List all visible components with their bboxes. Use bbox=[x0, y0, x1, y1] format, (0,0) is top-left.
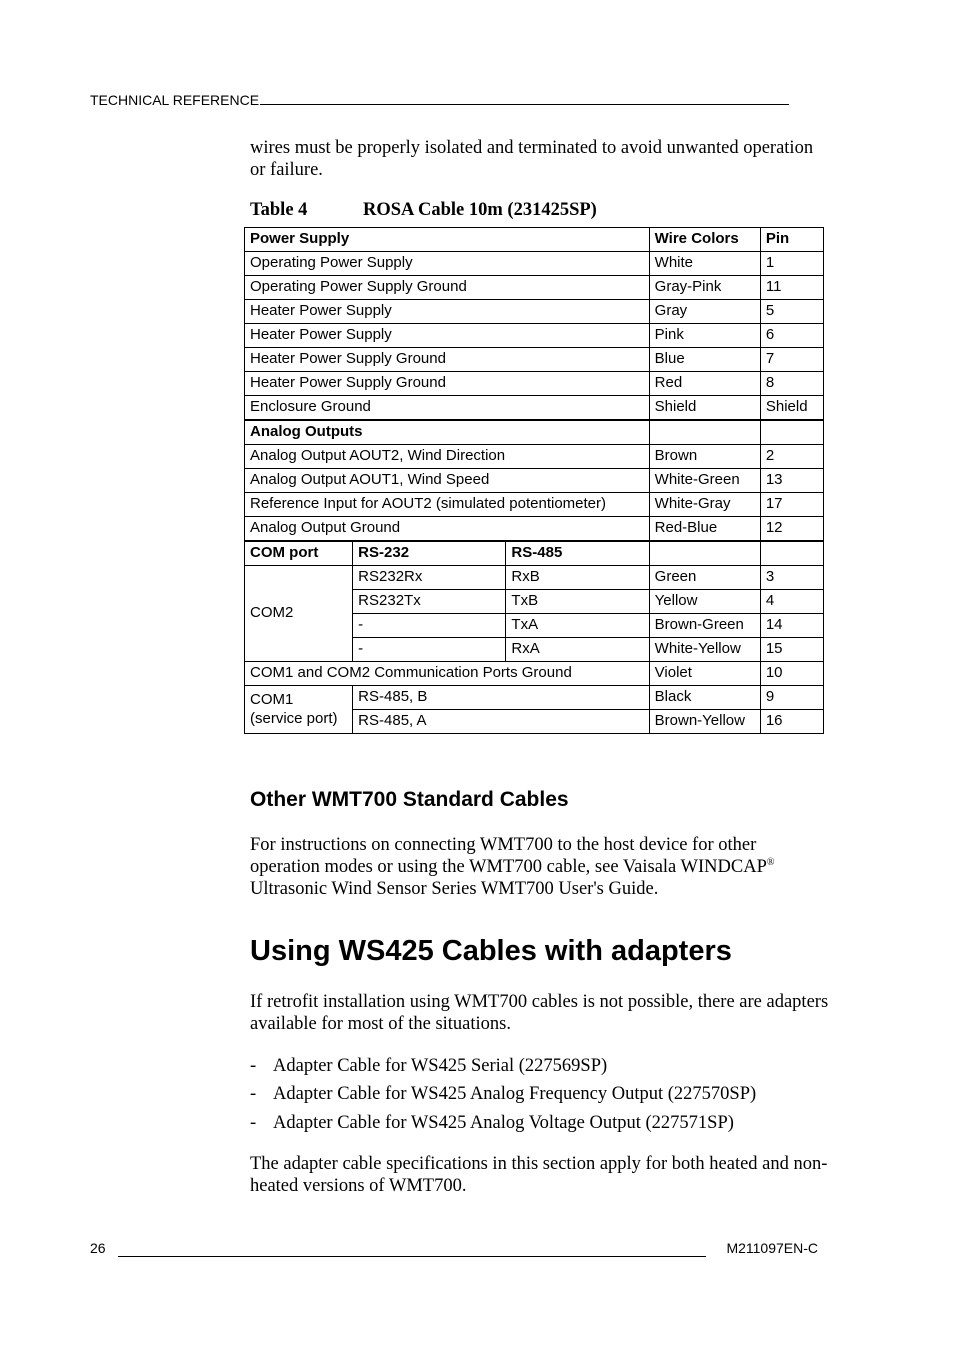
table-cell: - bbox=[353, 614, 506, 638]
table-cell: Heater Power Supply Ground bbox=[245, 348, 650, 372]
table-cell: Enclosure Ground bbox=[245, 396, 650, 421]
table-header-cell: RS-232 bbox=[353, 541, 506, 566]
table-row bbox=[245, 420, 824, 445]
cable-pinout-table bbox=[244, 227, 824, 734]
table-header-cell: RS-485 bbox=[506, 541, 649, 566]
table-cell: - bbox=[353, 638, 506, 662]
table-cell: 7 bbox=[760, 348, 823, 372]
table-cell: Gray bbox=[649, 300, 760, 324]
table-caption-title: ROSA Cable 10m (231425SP) bbox=[363, 200, 597, 220]
table-row bbox=[245, 228, 824, 252]
table-cell bbox=[760, 420, 823, 445]
com1-label-line: (service port) bbox=[250, 709, 338, 727]
table-header-cell: Wire Colors bbox=[649, 228, 760, 252]
section-heading-other-cables: Other WMT700 Standard Cables bbox=[250, 788, 569, 811]
table-row bbox=[245, 686, 824, 710]
header-rule bbox=[260, 90, 789, 105]
table-cell: 9 bbox=[760, 686, 823, 710]
com2-label-cell: COM2 bbox=[245, 566, 353, 662]
table-cell: 13 bbox=[760, 469, 823, 493]
table-cell: Gray-Pink bbox=[649, 276, 760, 300]
table-row bbox=[245, 469, 824, 493]
table-cell: Reference Input for AOUT2 (simulated potentiometer) bbox=[245, 493, 650, 517]
table-row bbox=[245, 517, 824, 542]
table-cell: Operating Power Supply bbox=[245, 252, 650, 276]
com1-label-line: COM1 bbox=[250, 690, 294, 708]
table-cell bbox=[649, 420, 760, 445]
table-cell: RS-485, B bbox=[353, 686, 649, 710]
intro-paragraph: wires must be properly isolated and terminated to avoid unwanted operation or failure. bbox=[250, 138, 814, 180]
table-row bbox=[245, 541, 824, 566]
table-row bbox=[245, 662, 824, 686]
table-cell: White-Green bbox=[649, 469, 760, 493]
table-cell: RS-485, A bbox=[353, 710, 649, 734]
table-cell: 4 bbox=[760, 590, 823, 614]
table-cell: Green bbox=[649, 566, 760, 590]
table-row bbox=[245, 324, 824, 348]
bullet-marker: - bbox=[250, 1056, 257, 1076]
table-cell: Shield bbox=[760, 396, 823, 421]
table-cell: Heater Power Supply bbox=[245, 300, 650, 324]
table-cell: RxA bbox=[506, 638, 649, 662]
table-cell: Red bbox=[649, 372, 760, 396]
table-cell: Blue bbox=[649, 348, 760, 372]
table-cell: 12 bbox=[760, 517, 823, 542]
table-cell bbox=[649, 541, 760, 566]
table-cell: Violet bbox=[649, 662, 760, 686]
table-cell: 6 bbox=[760, 324, 823, 348]
page-footer bbox=[90, 1240, 818, 1256]
table-row bbox=[245, 566, 824, 590]
closing-paragraph: The adapter cable specifications in this section apply for both heated and non-heated versions of WMT700. bbox=[250, 1154, 828, 1196]
table-cell: 8 bbox=[760, 372, 823, 396]
document-code: M211097EN-C bbox=[726, 1240, 818, 1256]
table-cell: Yellow bbox=[649, 590, 760, 614]
table-row bbox=[245, 348, 824, 372]
com1-label-cell bbox=[245, 686, 353, 734]
table-cell: White bbox=[649, 252, 760, 276]
table-cell: Brown-Green bbox=[649, 614, 760, 638]
footer-rule bbox=[118, 1240, 706, 1257]
table-row bbox=[245, 252, 824, 276]
table-cell: TxA bbox=[506, 614, 649, 638]
table-cell: White-Gray bbox=[649, 493, 760, 517]
table-cell: 11 bbox=[760, 276, 823, 300]
table-row bbox=[245, 300, 824, 324]
running-header bbox=[90, 90, 789, 108]
using-intro-paragraph: If retrofit installation using WMT700 cables is not possible, there are adapters available for most of the situations. bbox=[250, 992, 829, 1034]
table-cell: 17 bbox=[760, 493, 823, 517]
table-caption bbox=[250, 200, 597, 221]
table-row bbox=[245, 445, 824, 469]
table-cell: Brown bbox=[649, 445, 760, 469]
list-item bbox=[250, 1083, 756, 1105]
other-cables-text: For instructions on connecting WMT700 to the host device for other operation modes or using the WMT700 cable, see Vaisala WINDCAP bbox=[250, 835, 767, 877]
section-heading-using-ws425: Using WS425 Cables with adapters bbox=[250, 935, 732, 967]
table-cell: RS232Tx bbox=[353, 590, 506, 614]
table-cell: Black bbox=[649, 686, 760, 710]
bullet-marker: - bbox=[250, 1113, 257, 1133]
list-item bbox=[250, 1055, 607, 1077]
table-cell: 5 bbox=[760, 300, 823, 324]
table-row bbox=[245, 372, 824, 396]
page-number: 26 bbox=[90, 1240, 106, 1256]
list-item-text: Adapter Cable for WS425 Serial (227569SP) bbox=[273, 1056, 608, 1076]
table-caption-number: Table 4 bbox=[250, 200, 308, 220]
table-cell: Heater Power Supply Ground bbox=[245, 372, 650, 396]
table-cell: 14 bbox=[760, 614, 823, 638]
table-cell: Analog Output AOUT1, Wind Speed bbox=[245, 469, 650, 493]
table-cell bbox=[760, 541, 823, 566]
table-cell: Analog Output Ground bbox=[245, 517, 650, 542]
table-cell: RS232Rx bbox=[353, 566, 506, 590]
table-cell: White-Yellow bbox=[649, 638, 760, 662]
other-cables-text-end: Ultrasonic Wind Sensor Series WMT700 User's Guide. bbox=[250, 879, 659, 899]
table-cell: 10 bbox=[760, 662, 823, 686]
table-header-cell: Analog Outputs bbox=[245, 420, 650, 445]
table-cell: Analog Output AOUT2, Wind Direction bbox=[245, 445, 650, 469]
table-row bbox=[245, 276, 824, 300]
table-cell: COM1 and COM2 Communication Ports Ground bbox=[245, 662, 650, 686]
list-item-text: Adapter Cable for WS425 Analog Frequency Output (227570SP) bbox=[273, 1084, 757, 1104]
list-item bbox=[250, 1112, 734, 1134]
registered-mark: ® bbox=[766, 856, 775, 868]
table-header-cell: COM port bbox=[245, 541, 353, 566]
table-cell: TxB bbox=[506, 590, 649, 614]
header-title: TECHNICAL REFERENCE bbox=[90, 92, 260, 108]
table-cell: Brown-Yellow bbox=[649, 710, 760, 734]
table-cell: Shield bbox=[649, 396, 760, 421]
other-cables-paragraph bbox=[250, 834, 830, 900]
list-item-text: Adapter Cable for WS425 Analog Voltage Output (227571SP) bbox=[273, 1113, 734, 1133]
table-row bbox=[245, 493, 824, 517]
table-cell: 16 bbox=[760, 710, 823, 734]
table-cell: 15 bbox=[760, 638, 823, 662]
table-cell: Heater Power Supply bbox=[245, 324, 650, 348]
table-header-cell: Pin bbox=[760, 228, 823, 252]
table-cell: 2 bbox=[760, 445, 823, 469]
table-header-cell: Power Supply bbox=[245, 228, 650, 252]
table-cell: 3 bbox=[760, 566, 823, 590]
table-cell: Pink bbox=[649, 324, 760, 348]
table-row bbox=[245, 396, 824, 421]
table-cell: Red-Blue bbox=[649, 517, 760, 542]
bullet-marker: - bbox=[250, 1084, 257, 1104]
table-cell: RxB bbox=[506, 566, 649, 590]
table-cell: 1 bbox=[760, 252, 823, 276]
table-cell: Operating Power Supply Ground bbox=[245, 276, 650, 300]
